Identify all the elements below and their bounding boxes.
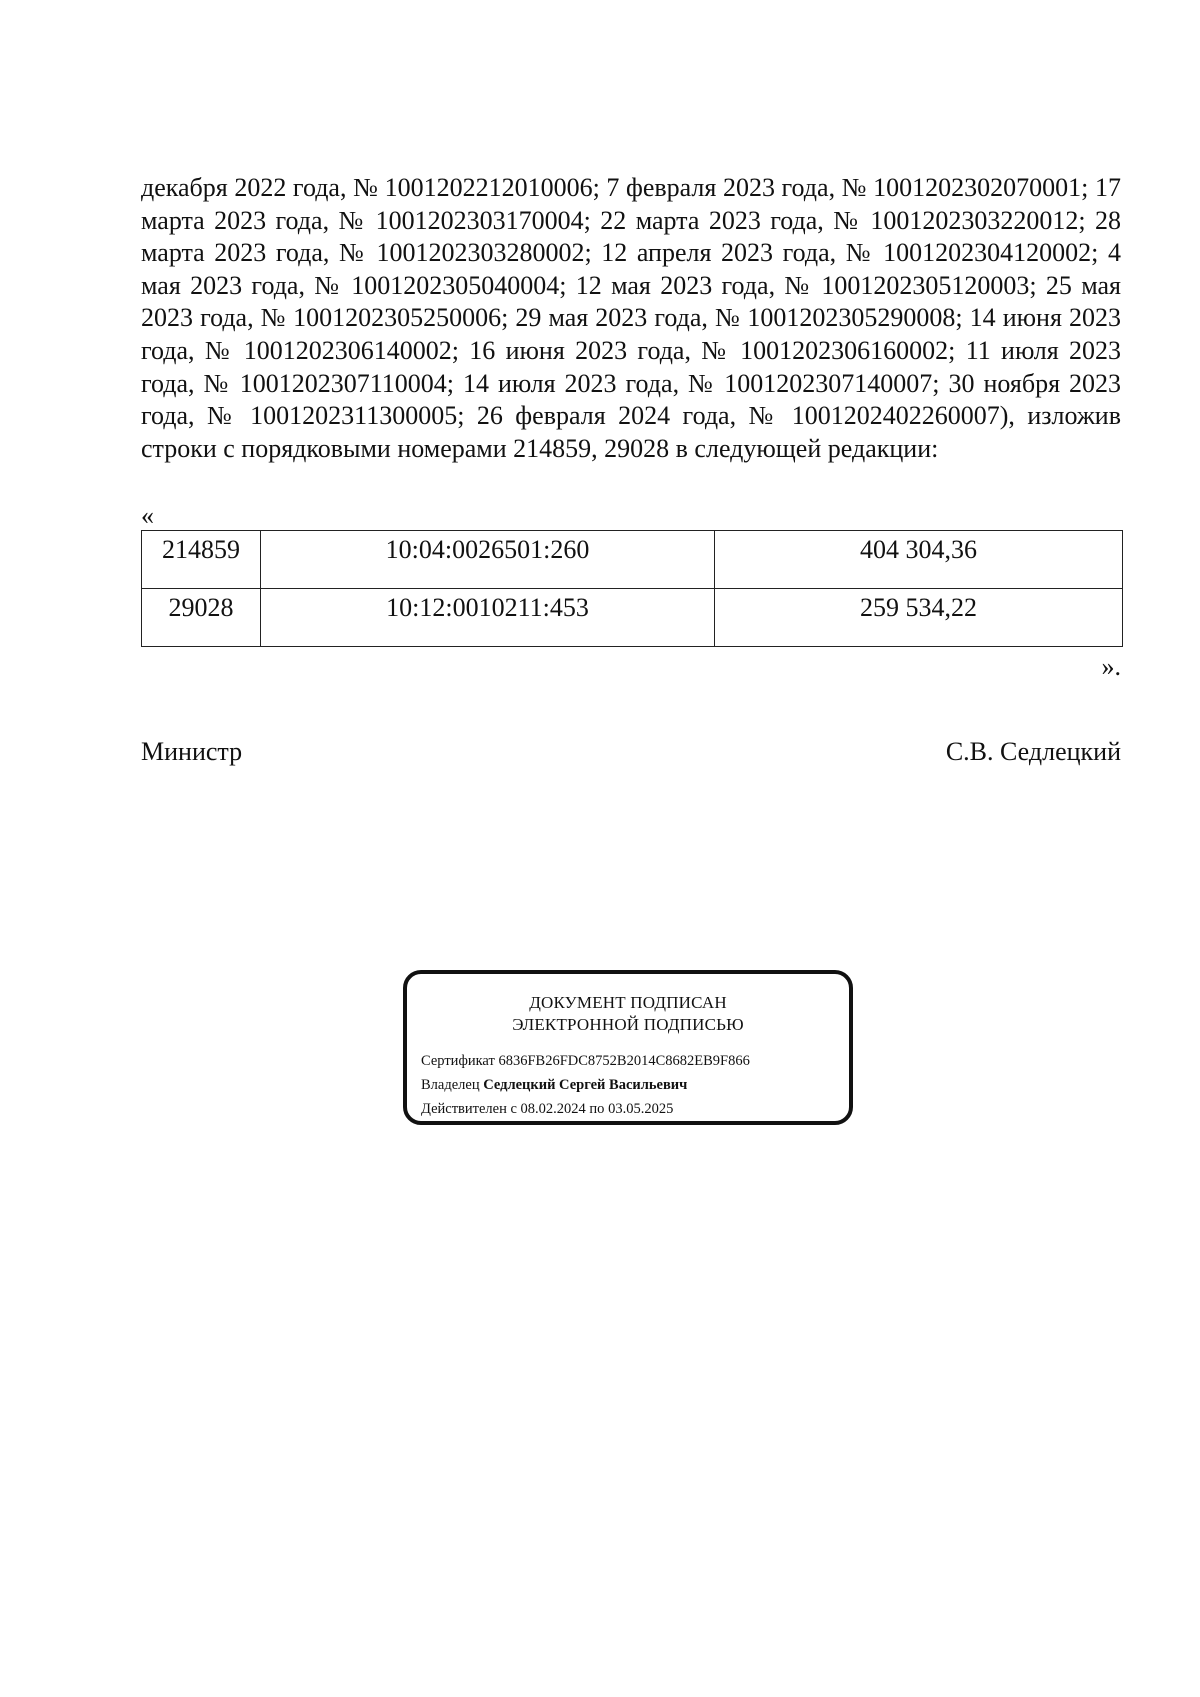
body-paragraph: декабря 2022 года, № 1001202212010006; 7 февраля 2023 года, № 1001202302070001; 17 марта 2023 года, № 1001202303170004; 22 марта 2023 года, № 1001202303220012; 28 марта 2023 года, № 1001202303280002; 12 апреля 2023 года, № 1001202304120002; 4 мая 2023 года, № 1001202305040004; 12 мая 2023 года, № 1001202305120003; 25 мая 2023 года, № 1001202305250006; 29 мая 2023 года, № 1001202305290008; 14 июня 2023 года, № 1001202306140002; 16 июня 2023 года, № 1001202306160002; 11 июля 2023 года, № 1001202307110004; 14 июля 2023 года, № 1001202307140007; 30 ноября 2023 года, № 1001202311300005; 26 февраля 2024 года, № 1001202402260007), изложив строки с порядковыми номерами 214859, 29028 в следующей редакции: (141, 173, 1121, 463)
owner-label: Владелец (421, 1077, 480, 1093)
row-number-cell: 29028 (142, 589, 261, 647)
values-table (141, 530, 1123, 647)
stamp-certificate-line (421, 1052, 750, 1070)
signatory-title: Министр (141, 737, 243, 766)
cadastral-number-cell: 10:12:0010211:453 (261, 589, 715, 647)
row-number-cell: 214859 (142, 531, 261, 589)
signatory-name: С.В. Седлецкий (945, 737, 1121, 766)
value-cell: 259 534,22 (715, 589, 1123, 647)
stamp-validity-line (421, 1100, 673, 1118)
value-cell: 404 304,36 (715, 531, 1123, 589)
stamp-owner-line (421, 1076, 687, 1094)
certificate-value: 6836FB26FDC8752B2014C8682EB9F866 (498, 1053, 750, 1069)
valid-to-label: по (589, 1101, 605, 1117)
valid-to: 03.05.2025 (608, 1101, 674, 1117)
valid-label: Действителен с (421, 1101, 517, 1117)
closing-quote: ». (1101, 652, 1121, 681)
valid-from: 08.02.2024 (520, 1101, 586, 1117)
cadastral-number-cell: 10:04:0026501:260 (261, 531, 715, 589)
table-row (142, 589, 1123, 647)
electronic-signature-stamp (403, 970, 853, 1125)
stamp-heading-line: ДОКУМЕНТ ПОДПИСАН (529, 993, 727, 1012)
owner-value: Седлецкий Сергей Васильевич (483, 1077, 688, 1093)
table-row (142, 531, 1123, 589)
stamp-heading (407, 992, 849, 1036)
certificate-label: Сертификат (421, 1053, 495, 1069)
opening-quote: « (141, 501, 154, 530)
stamp-heading-line: ЭЛЕКТРОННОЙ ПОДПИСЬЮ (512, 1015, 744, 1034)
